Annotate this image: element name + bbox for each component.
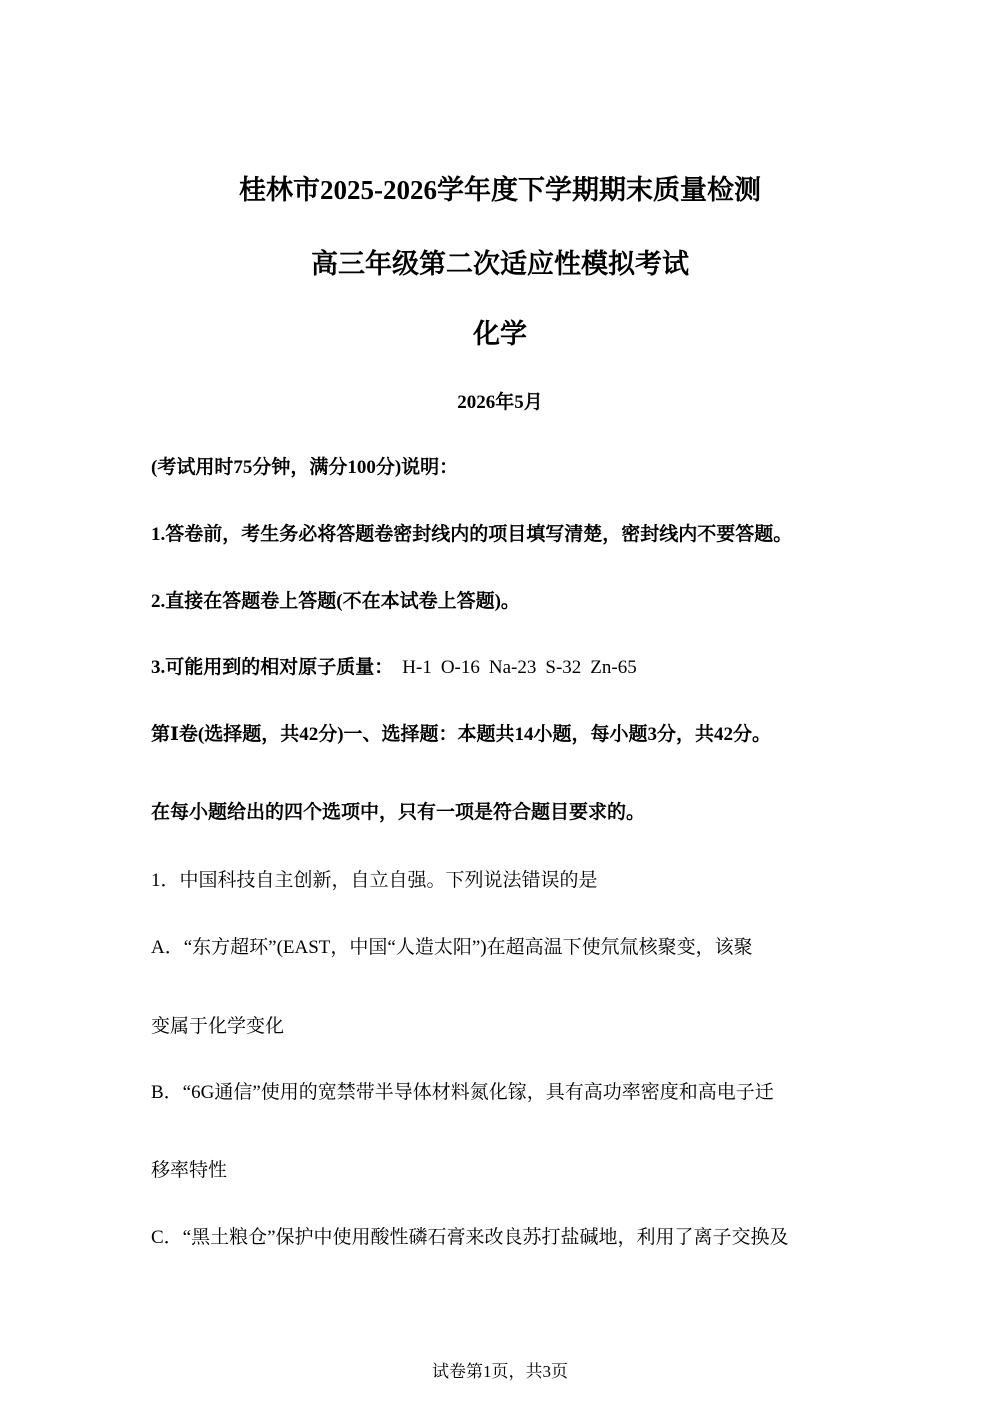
- question-1-option-b: B．“6G通信”使用的宽禁带半导体材料氮化镓，具有高功率密度和高电子迁: [151, 1082, 774, 1103]
- exam-date: 2026年5月: [457, 392, 543, 413]
- atomic-mass-label: 3.可能用到的相对原子质量：: [151, 657, 394, 678]
- instruction-rule-1: 1.答卷前，考生务必将答题卷密封线内的项目填写清楚，密封线内不要答题。: [151, 524, 793, 545]
- section-subheading: 在每小题给出的四个选项中，只有一项是符合题目要求的。: [151, 802, 646, 823]
- question-1-option-a-cont: 变属于化学变化: [151, 1016, 285, 1037]
- atomic-mass-item: H-1: [402, 657, 432, 678]
- instruction-rule-2: 2.直接在答题卷上答题(不在本试卷上答题)。: [151, 591, 520, 612]
- page-footer: 试卷第1页，共3页: [432, 1362, 568, 1381]
- exam-title-line2: 高三年级第二次适应性模拟考试: [311, 249, 689, 279]
- instruction-rule-3: [151, 656, 637, 680]
- atomic-mass-item: Zn-65: [590, 657, 637, 678]
- question-1-option-c: C．“黑土粮仓”保护中使用酸性磷石膏来改良苏打盐碱地，利用了离子交换及: [151, 1227, 789, 1248]
- atomic-mass-item: O-16: [440, 657, 480, 678]
- exam-subject: 化学: [473, 319, 527, 349]
- atomic-mass-item: S-32: [545, 657, 582, 678]
- atomic-mass-item: Na-23: [488, 657, 537, 678]
- section-heading: 第Ⅰ卷(选择题，共42分)一、选择题：本题共14小题，每小题3分，共42分。: [151, 724, 772, 745]
- exam-note: (考试用时75分钟，满分100分)说明：: [151, 457, 459, 478]
- question-1-option-b-cont: 移率特性: [151, 1160, 228, 1181]
- question-1-option-a: A．“东方超环”(EAST，中国“人造太阳”)在超高温下使氘氚核聚变，该聚: [151, 937, 753, 958]
- question-1-stem: 1．中国科技自主创新，自立自强。下列说法错误的是: [151, 870, 598, 891]
- exam-title-line1: 桂林市2025-2026学年度下学期期末质量检测: [239, 175, 761, 205]
